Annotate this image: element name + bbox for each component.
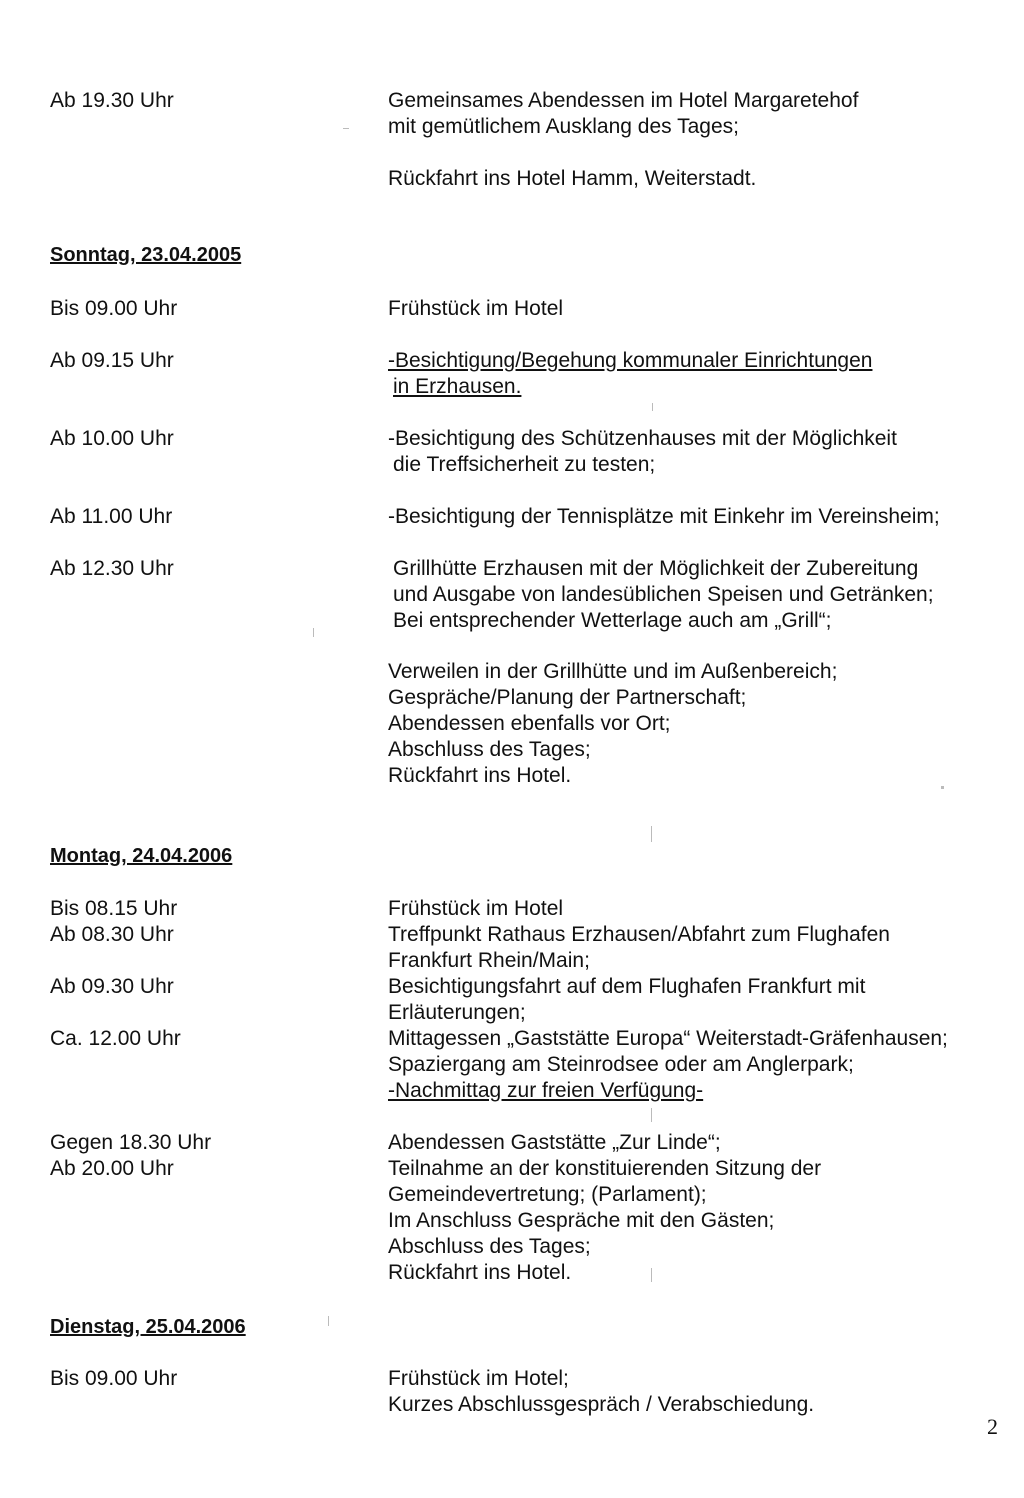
time-label: Ab 10.00 Uhr (50, 427, 174, 450)
description-line: Grillhütte Erzhausen mit der Möglichkeit der Zubereitung (393, 557, 919, 580)
description-line: die Treffsicherheit zu testen; (393, 453, 656, 476)
description-line: und Ausgabe von landesüblichen Speisen und Getränken; (393, 583, 934, 606)
description-line: Rückfahrt ins Hotel Hamm, Weiterstadt. (388, 167, 757, 190)
time-label: Bis 09.00 Uhr (50, 297, 178, 320)
time-label: Ab 20.00 Uhr (50, 1157, 174, 1180)
description-line: Abschluss des Tages; (388, 738, 591, 761)
description-line: Abendessen Gaststätte „Zur Linde“; (388, 1131, 721, 1154)
time-label: Ab 11.00 Uhr (50, 505, 173, 528)
description-line: Teilnahme an der konstituierenden Sitzung der (388, 1157, 822, 1180)
description-line: -Nachmittag zur freien Verfügung- (388, 1079, 704, 1102)
time-label: Bis 08.15 Uhr (50, 897, 178, 920)
description-line: Frühstück im Hotel (388, 297, 564, 320)
description-line: Kurzes Abschlussgespräch / Verabschiedung. (388, 1393, 815, 1416)
time-label: Ab 19.30 Uhr (50, 89, 174, 112)
description-line: Gemeindevertretung; (Parlament); (388, 1183, 707, 1206)
description-line: mit gemütlichem Ausklang des Tages; (388, 115, 739, 138)
scan-speck (651, 1108, 652, 1122)
description-line: -Besichtigung der Tennisplätze mit Einkehr im Vereinsheim; (388, 505, 940, 528)
time-label: Bis 09.00 Uhr (50, 1367, 178, 1390)
day-heading-sunday: Sonntag, 23.04.2005 (50, 244, 242, 266)
scan-speck (328, 1316, 329, 1326)
description-line: Besichtigungsfahrt auf dem Flughafen Frankfurt mit (388, 975, 866, 998)
description-line: Mittagessen „Gaststätte Europa“ Weiterstadt-Gräfenhausen; (388, 1027, 948, 1050)
description-line: Treffpunkt Rathaus Erzhausen/Abfahrt zum Flughafen (388, 923, 890, 946)
description-line: Abendessen ebenfalls vor Ort; (388, 712, 671, 735)
scan-speck (652, 403, 653, 411)
description-line: -Besichtigung des Schützenhauses mit der Möglichkeit (388, 427, 897, 450)
time-label: Ab 08.30 Uhr (50, 923, 174, 946)
description-line: Gespräche/Planung der Partnerschaft; (388, 686, 747, 709)
description-line: Frühstück im Hotel; (388, 1367, 569, 1390)
day-heading-tuesday: Dienstag, 25.04.2006 (50, 1316, 246, 1338)
time-label: Ab 09.30 Uhr (50, 975, 174, 998)
time-label: Gegen 18.30 Uhr (50, 1131, 212, 1154)
time-label: Ab 09.15 Uhr (50, 349, 174, 372)
time-label: Ab 12.30 Uhr (50, 557, 174, 580)
description-line: Gemeinsames Abendessen im Hotel Margaretehof (388, 89, 859, 112)
scan-speck (313, 628, 314, 637)
scan-speck (651, 1268, 652, 1282)
description-line: Rückfahrt ins Hotel. (388, 764, 572, 787)
scan-speck (651, 826, 652, 842)
time-label: Ca. 12.00 Uhr (50, 1027, 181, 1050)
description-line: Verweilen in der Grillhütte und im Außenbereich; (388, 660, 838, 683)
scan-speck (941, 786, 944, 789)
description-line: Spaziergang am Steinrodsee oder am Anglerpark; (388, 1053, 854, 1076)
description-line: Rückfahrt ins Hotel. (388, 1261, 572, 1284)
description-line: Bei entsprechender Wetterlage auch am „Grill“; (393, 609, 832, 632)
description-line: in Erzhausen. (393, 375, 522, 398)
description-line: -Besichtigung/Begehung kommunaler Einrichtungen (388, 349, 873, 372)
description-line: Im Anschluss Gespräche mit den Gästen; (388, 1209, 775, 1232)
day-heading-monday: Montag, 24.04.2006 (50, 845, 233, 867)
description-line: Erläuterungen; (388, 1001, 526, 1024)
page-number: 2 (987, 1414, 998, 1439)
description-line: Frankfurt Rhein/Main; (388, 949, 590, 972)
scan-speck (343, 128, 349, 129)
description-line: Abschluss des Tages; (388, 1235, 591, 1258)
description-line: Frühstück im Hotel (388, 897, 564, 920)
